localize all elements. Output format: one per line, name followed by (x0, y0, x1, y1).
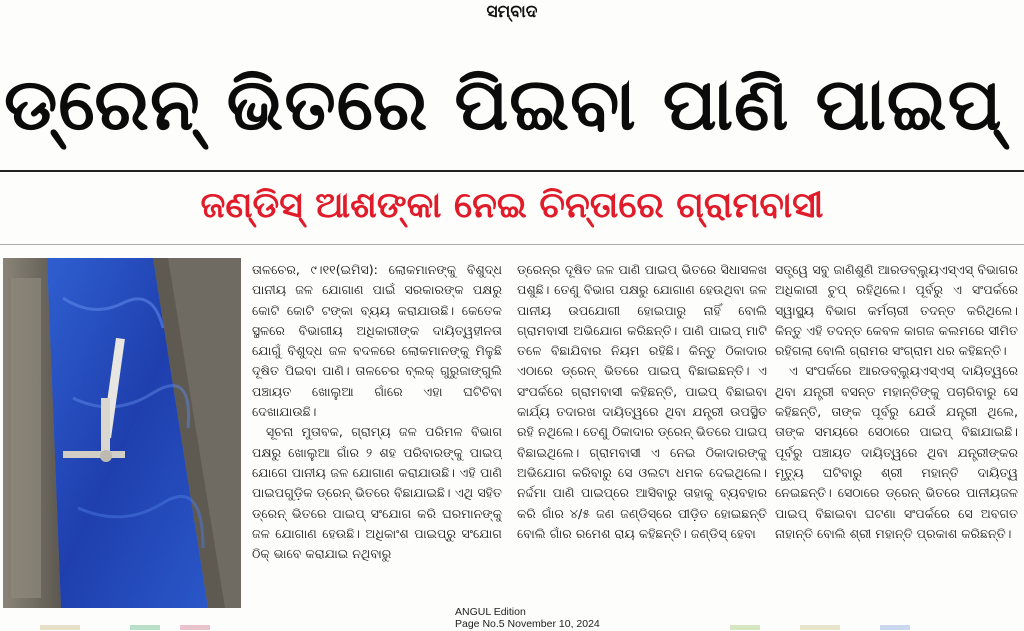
paragraph: ଡ୍ରେନ୍‌ର ଦୂଷିତ ଜଳ ପାଣି ପାଇପ୍ ଭିତରେ ସିଧାସଳଖ ପଶୁଛି। ତେଣୁ ବିଭାଗ ପକ୍ଷରୁ ଯୋଗାଣ ହେଉଥିବା ଜଳ ପାନୀୟ ଉପଯୋଗୀ ହୋଇପାରୁ ନାହିଁ ବୋଲି ଗ୍ରାମବାସୀ ଅଭିଯୋଗ କରିଛନ୍ତି। ପାଣି ପାଇପ୍ ମାଟି ତଳେ ବିଛାଯିବାର ନିୟମ ରହିଛି। କିନ୍ତୁ ଠିକାଦାର ଏଠାରେ ଡ୍ରେନ୍ ଭିତରେ ପାଇପ୍ ବିଛାଇଛନ୍ତି। ଏ ସଂପର୍କରେ ଗ୍ରାମବାସୀ କହିଛନ୍ତି, ପାଇପ୍ ବିଛାଇବା କାର୍ଯ୍ୟ ତଦାରଖ ଦାୟିତ୍ୱରେ ଥିବା ଯନ୍ତ୍ରୀ ଉପସ୍ଥିତ ରହି ନଥିଲେ। ତେଣୁ ଠିକାଦାର ଡ୍ରେନ୍ ଭିତରେ ପାଇପ୍ ବିଛାଇଥିଲେ। ଗ୍ରାମବାସୀ ଏ ନେଇ ଠିକାଦାରଙ୍କୁ ଅଭିଯୋଗ କରିବାରୁ ସେ ଓଲଟା ଧମକ ଦେଇଥିଲେ। ନର୍ଦ୍ଦମା ପାଣି ପାଇପ୍‌ରେ ଆସିବାରୁ ତାହାକୁ ବ୍ୟବହାର କରି ଗାଁର ୪/୫ ଜଣ ଜଣ୍ଡିସ୍‌ରେ ପୀଡ଼ିତ ହୋଇଛନ୍ତି ବୋଲି ଗାଁର ରମେଶ ରାୟ କହିଛନ୍ତି। ଜଣ୍ଡିସ୍ ହେବା (517, 262, 767, 541)
article-column-1 (252, 260, 502, 610)
paragraph: ସତ୍ତ୍ୱେ ସବୁ ଜାଣିଶୁଣି ଆରଡବ୍ଲ୍ୟୁଏସ୍‌ଏସ୍ ବିଭାଗର ଅଧିକାରୀ ଚୁପ୍ ରହିଥିଲେ। ପୂର୍ବରୁ ଏ ସଂପର୍କରେ ସ୍ୱାସ୍ଥ୍ୟ ବିଭାଗ କର୍ମଚାରୀ ତଦନ୍ତ କରିଥିଲେ। କିନ୍ତୁ ଏହି ତଦନ୍ତ କେବଳ କାଗଜ କଲମରେ ସୀମିତ ରହିଗଲା ବୋଲି ଗ୍ରାମର ସଂଗ୍ରାମ ଧର କହିଛନ୍ତି। (775, 262, 1018, 359)
page-date-line: Page No.5 November 10, 2024 (455, 618, 600, 630)
newspaper-logo: ସମ୍ବାଦ (486, 2, 538, 22)
paragraph: ଏ ସଂପର୍କରେ ଆରଡବ୍ଲ୍ୟୁଏସ୍‌ଏସ୍ ଦାୟିତ୍ୱରେ ଥିବା ଯନ୍ତ୍ରୀ ବସନ୍ତ ମହାନ୍ତିଙ୍କୁ ପଚାରିବାରୁ ସେ କହିଛନ୍ତି, ତାଙ୍କ ପୂର୍ବରୁ ଯେଉଁ ଯନ୍ତ୍ରୀ ଥିଲେ, ତାଙ୍କ ସମୟରେ ସେଠାରେ ପାଇପ୍ ବିଛାଯାଇଛି। ପୂର୍ବରୁ ପଞ୍ଚାୟତ ଦାୟିତ୍ୱରେ ଥିବା ଯନ୍ତ୍ରୀଙ୍କର ମୃତ୍ୟୁ ଘଟିବାରୁ ଶ୍ରୀ ମହାନ୍ତି ଦାୟିତ୍ୱ ନେଇଛନ୍ତି। ସେଠାରେ ଡ୍ରେନ୍ ଭିତରେ ପାନୀୟଜଳ ପାଇପ୍ ବିଛାଇବା ଘଟଣା ସଂପର୍କରେ ସେ ଅବଗତ ନାହାନ୍ତି ବୋଲି ଶ୍ରୀ ମହାନ୍ତି ପ୍ରକାଶ କରିଛନ୍ତି। (775, 363, 1018, 541)
drain-pipe-photo (3, 258, 241, 608)
paragraph: ତାଳଚେର, ୯।୧୧(ଇମିସ): ଲୋକମାନଙ୍କୁ ବିଶୁଦ୍ଧ ପାନୀୟ ଜଳ ଯୋଗାଣ ପାଇଁ ସରକାରଙ୍କ ପକ୍ଷରୁ କୋଟି କୋଟି ଟଙ୍କା ବ୍ୟୟ କରାଯାଉଛି। କେତେକ ସ୍ଥଳରେ ବିଭାଗୀୟ ଅଧିକାରୀଙ୍କ ଦାୟିତ୍ୱହୀନତା ଯୋଗୁଁ ବିଶୁଦ୍ଧ ଜଳ ବଦଳରେ ଲୋକମାନଙ୍କୁ ମିଳୁଛି ଦୂଷିତ ପିଇବା ପାଣି। ତାଳଚେର ବ୍ଲକ୍ ଗୁରୁଜାଙ୍ଗୁଲି ପଞ୍ଚାୟତ ଖୋଲୁଆ ଗାଁରେ ଏହା ଘଟିଚିବା ଦେଖାଯାଉଛି। (252, 262, 502, 420)
subheadline-divider (0, 244, 1024, 245)
headline: ଡ୍ରେନ୍ ଭିତରେ ପିଇବା ପାଣି ପାଇପ୍ (4, 62, 1003, 146)
headline-divider (0, 170, 1024, 172)
drain-photo-illustration (3, 258, 241, 608)
article-column-2 (517, 260, 767, 610)
article-column-3 (775, 260, 1018, 610)
edition-name: ANGUL Edition (455, 606, 526, 618)
subheadline: ଜଣ୍ଡିସ୍ ଆଶଙ୍କା ନେଇ ଚିନ୍ତାରେ ଗ୍ରାମବାସୀ (200, 185, 824, 226)
color-strip (0, 623, 1024, 631)
paragraph: ସୂଚନା ମୁତାବକ, ଗ୍ରାମ୍ୟ ଜଳ ପରିମଳ ବିଭାଗ ପକ୍ଷରୁ ଖୋଲୁଆ ଗାଁର ୨ ଶହ ପରିବାରଙ୍କୁ ପାଇପ୍ ଯୋଗେ ପାନୀୟ ଜଳ ଯୋଗାଣ କରାଯାଉଛି। ଏହି ପାଣି ପାଇପଗୁଡ଼ିକ ଡ୍ରେନ୍ ଭିତରେ ବିଛାଯାଇଛି। ଏଥି ସହିତ ଡ୍ରେନ୍ ଭିତରେ ପାଇପ୍ ସଂଯୋଗ କରି ଘରମାନଙ୍କୁ ଜଳ ଯୋଗାଣ ହେଉଛି। ଅଧିକାଂଶ ପାଇପ୍‌ରୁ ସଂଯୋଗ ଠିକ୍ ଭାବେ କରାଯାଇ ନଥିବାରୁ (252, 424, 502, 562)
masthead (0, 0, 1024, 26)
